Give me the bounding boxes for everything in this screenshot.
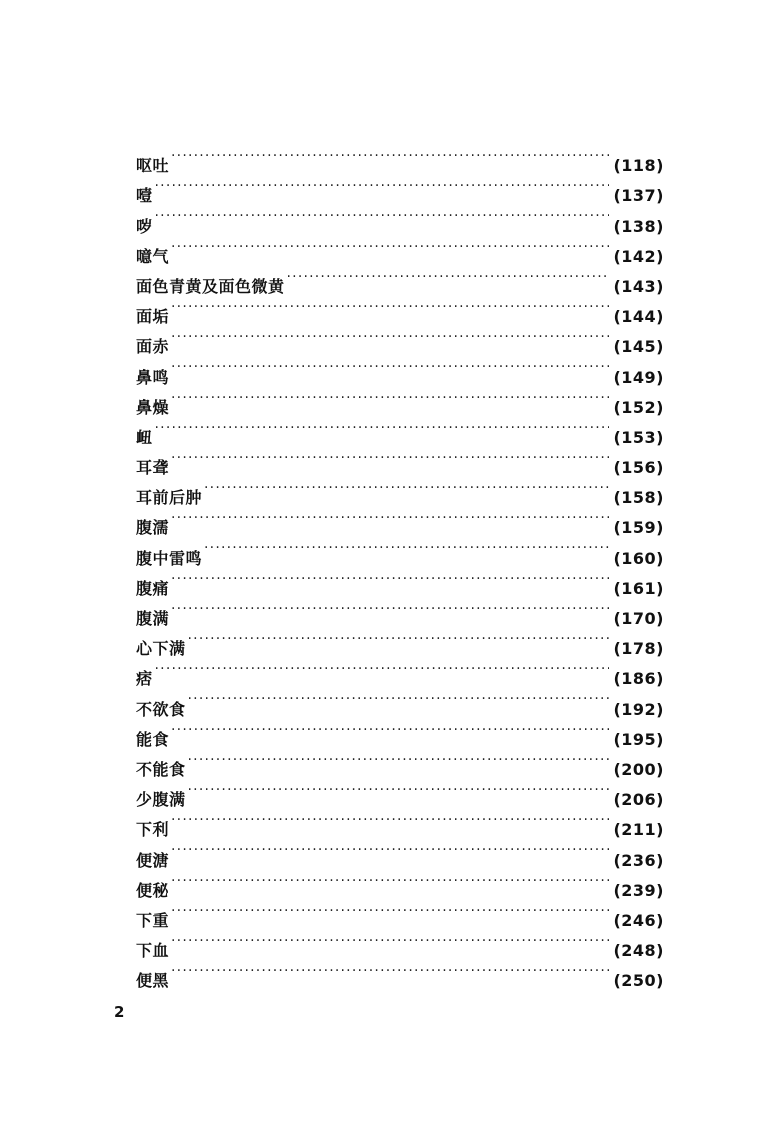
toc-entry-page: (156) [613,458,664,478]
dot-leader [188,745,610,775]
toc-entry-title: 面色青黄及面色微黄 [136,276,285,296]
dot-leader [204,473,609,503]
toc-entry [136,956,664,991]
toc-entry-page: (186) [613,669,664,689]
toc-entry [136,413,664,447]
dot-leader [171,866,609,896]
toc-entry-page: (178) [613,639,664,659]
toc-entry-title: 鼻燥 [136,397,170,417]
dot-leader [171,835,609,865]
toc-entry-title: 呕吐 [136,156,170,176]
toc-entry-title: 痞 [136,669,153,689]
toc-entry-title: 鼻鸣 [136,367,170,387]
dot-leader [171,956,609,986]
toc-entry-title: 腹中雷鸣 [136,548,203,568]
toc-entry-title: 耳前后肿 [136,488,203,508]
dot-leader [171,443,609,473]
dot-leader [188,684,610,714]
dot-leader [188,624,610,654]
toc-entry-page: (206) [613,790,664,810]
dot-leader [171,715,609,745]
toc-entry-page: (142) [613,246,664,266]
dot-leader [171,232,609,262]
dot-leader [171,292,609,322]
page-number: 2 [114,1003,125,1021]
toc-entry-page: (236) [613,850,664,870]
toc-entry-title: 能食 [136,729,170,749]
toc-entry-title: 下利 [136,820,170,840]
toc-entry [136,171,664,206]
toc-entry [136,322,664,357]
toc-entry [136,141,664,176]
toc-entry-page: (239) [613,880,664,900]
dot-leader [155,654,610,684]
toc-entry-page: (159) [613,518,664,538]
dot-leader [287,262,610,292]
toc-entry [136,533,664,568]
toc-entry [136,383,664,417]
toc-entry-title: 腹满 [136,609,170,628]
toc-entry-page: (138) [613,216,664,236]
dot-leader [171,805,609,835]
toc-entry [136,715,664,749]
toc-entry [136,684,664,719]
toc-entry [136,805,664,840]
toc-entry-page: (160) [613,548,664,568]
toc-entry-page: (137) [613,186,664,206]
toc-entry-title: 不欲食 [136,699,186,719]
toc-entry-page: (143) [613,276,664,296]
toc-entry-title: 少腹满 [136,790,186,810]
toc-entry-page: (211) [613,820,664,840]
dot-leader [171,383,609,413]
toc-entry [136,564,664,598]
dot-leader [171,503,609,533]
toc-entry-title: 耳聋 [136,458,170,478]
toc-entry-title: 便黑 [136,971,170,991]
toc-entry [136,624,664,659]
toc-entry [136,503,664,538]
toc-entry-title: 便秘 [136,880,170,900]
toc-entry-title: 心下满 [136,639,186,659]
dot-leader [188,775,610,805]
dot-leader [204,533,609,563]
table-of-contents [136,141,664,991]
toc-entry-page: (248) [613,941,664,961]
toc-entry [136,896,664,930]
toc-entry [136,232,664,266]
toc-entry-page: (200) [613,759,664,779]
toc-entry-page: (144) [613,307,664,327]
toc-entry-title: 噎 [136,186,153,206]
dot-leader [155,201,610,231]
toc-entry [136,775,664,810]
toc-entry-page: (153) [613,427,664,447]
toc-entry-page: (152) [613,397,664,417]
toc-entry [136,926,664,961]
dot-leader [171,322,609,352]
toc-entry-page: (149) [613,367,664,387]
dot-leader [171,564,609,594]
toc-entry-title: 下重 [136,910,170,930]
toc-entry-title: 衄 [136,427,153,447]
toc-entry-page: (192) [613,699,664,719]
toc-entry-page: (195) [613,729,664,749]
toc-entry-page: (250) [613,971,664,991]
toc-entry [136,594,664,628]
dot-leader [171,594,609,624]
toc-entry-title: 便溏 [136,850,170,870]
toc-entry-title: 面赤 [136,337,170,357]
toc-entry [136,262,664,296]
toc-entry [136,292,664,327]
toc-entry-page: (170) [613,609,664,628]
dot-leader [171,926,609,956]
toc-entry [136,473,664,508]
toc-entry [136,352,664,387]
toc-entry-title: 不能食 [136,759,186,779]
toc-entry-page: (145) [613,337,664,357]
toc-entry-title: 噫气 [136,246,170,266]
toc-entry [136,443,664,478]
toc-entry [136,745,664,779]
toc-entry [136,866,664,900]
dot-leader [155,171,610,201]
toc-entry [136,835,664,870]
dot-leader [171,141,609,171]
toc-entry-page: (118) [613,156,664,176]
dot-leader [155,413,610,443]
toc-entry-title: 腹濡 [136,518,170,538]
toc-entry [136,654,664,689]
toc-entry [136,201,664,236]
toc-entry-title: 面垢 [136,307,170,327]
toc-entry-page: (246) [613,910,664,930]
toc-entry-page: (161) [613,578,664,598]
dot-leader [171,896,609,926]
toc-entry-title: 腹痛 [136,578,170,598]
toc-entry-title: 哕 [136,216,153,236]
toc-entry-title: 下血 [136,941,170,961]
dot-leader [171,352,609,382]
toc-entry-page: (158) [613,488,664,508]
